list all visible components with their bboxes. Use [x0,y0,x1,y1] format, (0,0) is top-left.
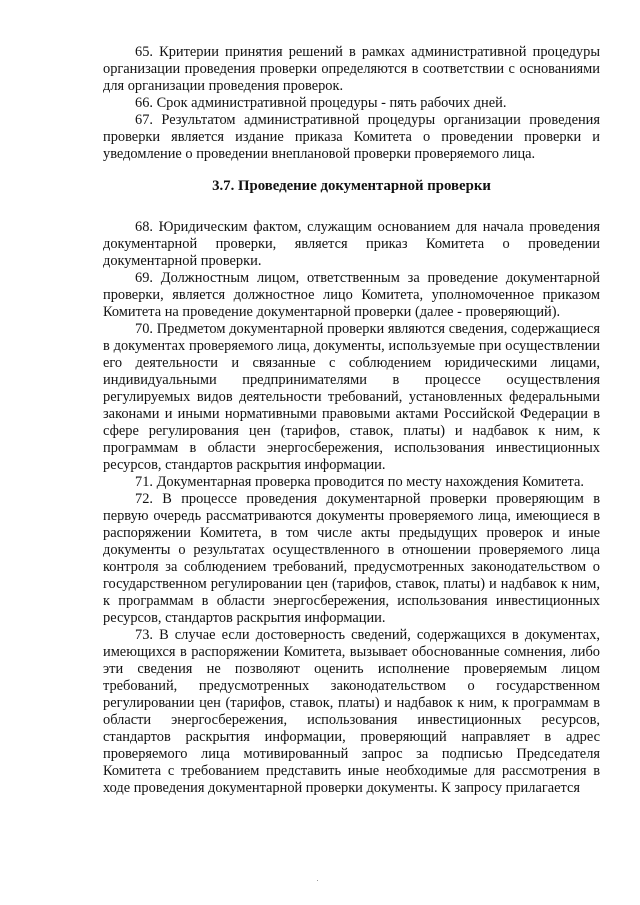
paragraph-68: 68. Юридическим фактом, служащим основанием для начала проведения документарной проверки, является приказ Комитета о проведении документарной проверки. [103,219,600,269]
scan-speck [317,880,318,881]
paragraph-67: 67. Результатом административной процедуры организации проведения проверки является издание приказа Комитета о проведении проверки и уведомление о проведении внеплановой проверки проверяемого лица. [103,112,600,162]
paragraph-69: 69. Должностным лицом, ответственным за проведение документарной проверки, является должностное лицо Комитета, уполномоченное приказом Комитета на проведение документарной проверки (далее - проверяющий). [103,270,600,320]
paragraph-65: 65. Критерии принятия решений в рамках административной процедуры организации проведения проверки определяются в соответствии с основаниями для организации проведения проверок. [103,44,600,94]
paragraph-72: 72. В процессе проведения документарной проверки проверяющим в первую очередь рассматриваются документы проверяемого лица, имеющиеся в распоряжении Комитета, в том числе акты предыдущих проверок и иные документы о результатах осуществленного в отношении проверяемого лица контроля за соблюдением требований, предусмотренных законодательством о государственном регулировании цен (тарифов, ставок, платы) и надбавок к ним, к программам в области энергосбережения, использования инвестиционных ресурсов, стандартов раскрытия информации. [103,491,600,626]
section-heading: 3.7. Проведение документарной проверки [212,178,491,194]
page-content [103,44,600,797]
paragraph-66: 66. Срок административной процедуры - пять рабочих дней. [135,95,507,111]
paragraph-71: 71. Документарная проверка проводится по месту нахождения Комитета. [135,474,584,490]
paragraph-73: 73. В случае если достоверность сведений, содержащихся в документах, имеющихся в распоряжении Комитета, вызывает обоснованные сомнения, либо эти сведения не позволяют оценить исполнение проверяемым лицом требований, предусмотренных законодательством о государственном регулировании цен (тарифов, ставок, платы) и надбавок к ним, к программам в области энергосбережения, использования инвестиционных ресурсов, стандартов раскрытия информации, проверяющий направляет в адрес проверяемого лица мотивированный запрос за подписью Председателя Комитета с требованием представить иные необходимые для рассмотрения в ходе проведения документарной проверки документы. К запросу прилагается [103,627,600,796]
paragraph-70: 70. Предметом документарной проверки являются сведения, содержащиеся в документах проверяемого лица, документы, используемые при осуществлении его деятельности и связанные с соблюдением юридическими лицами, индивидуальными предпринимателями в процессе осуществления регулируемых видов деятельности требований, установленных федеральными законами и иными нормативными правовыми актами Российской Федерации в сфере регулирования цен (тарифов, ставок, платы) и надбавок к ним, к программам в области энергосбережения, использования инвестиционных ресурсов, стандартов раскрытия информации. [103,321,600,473]
